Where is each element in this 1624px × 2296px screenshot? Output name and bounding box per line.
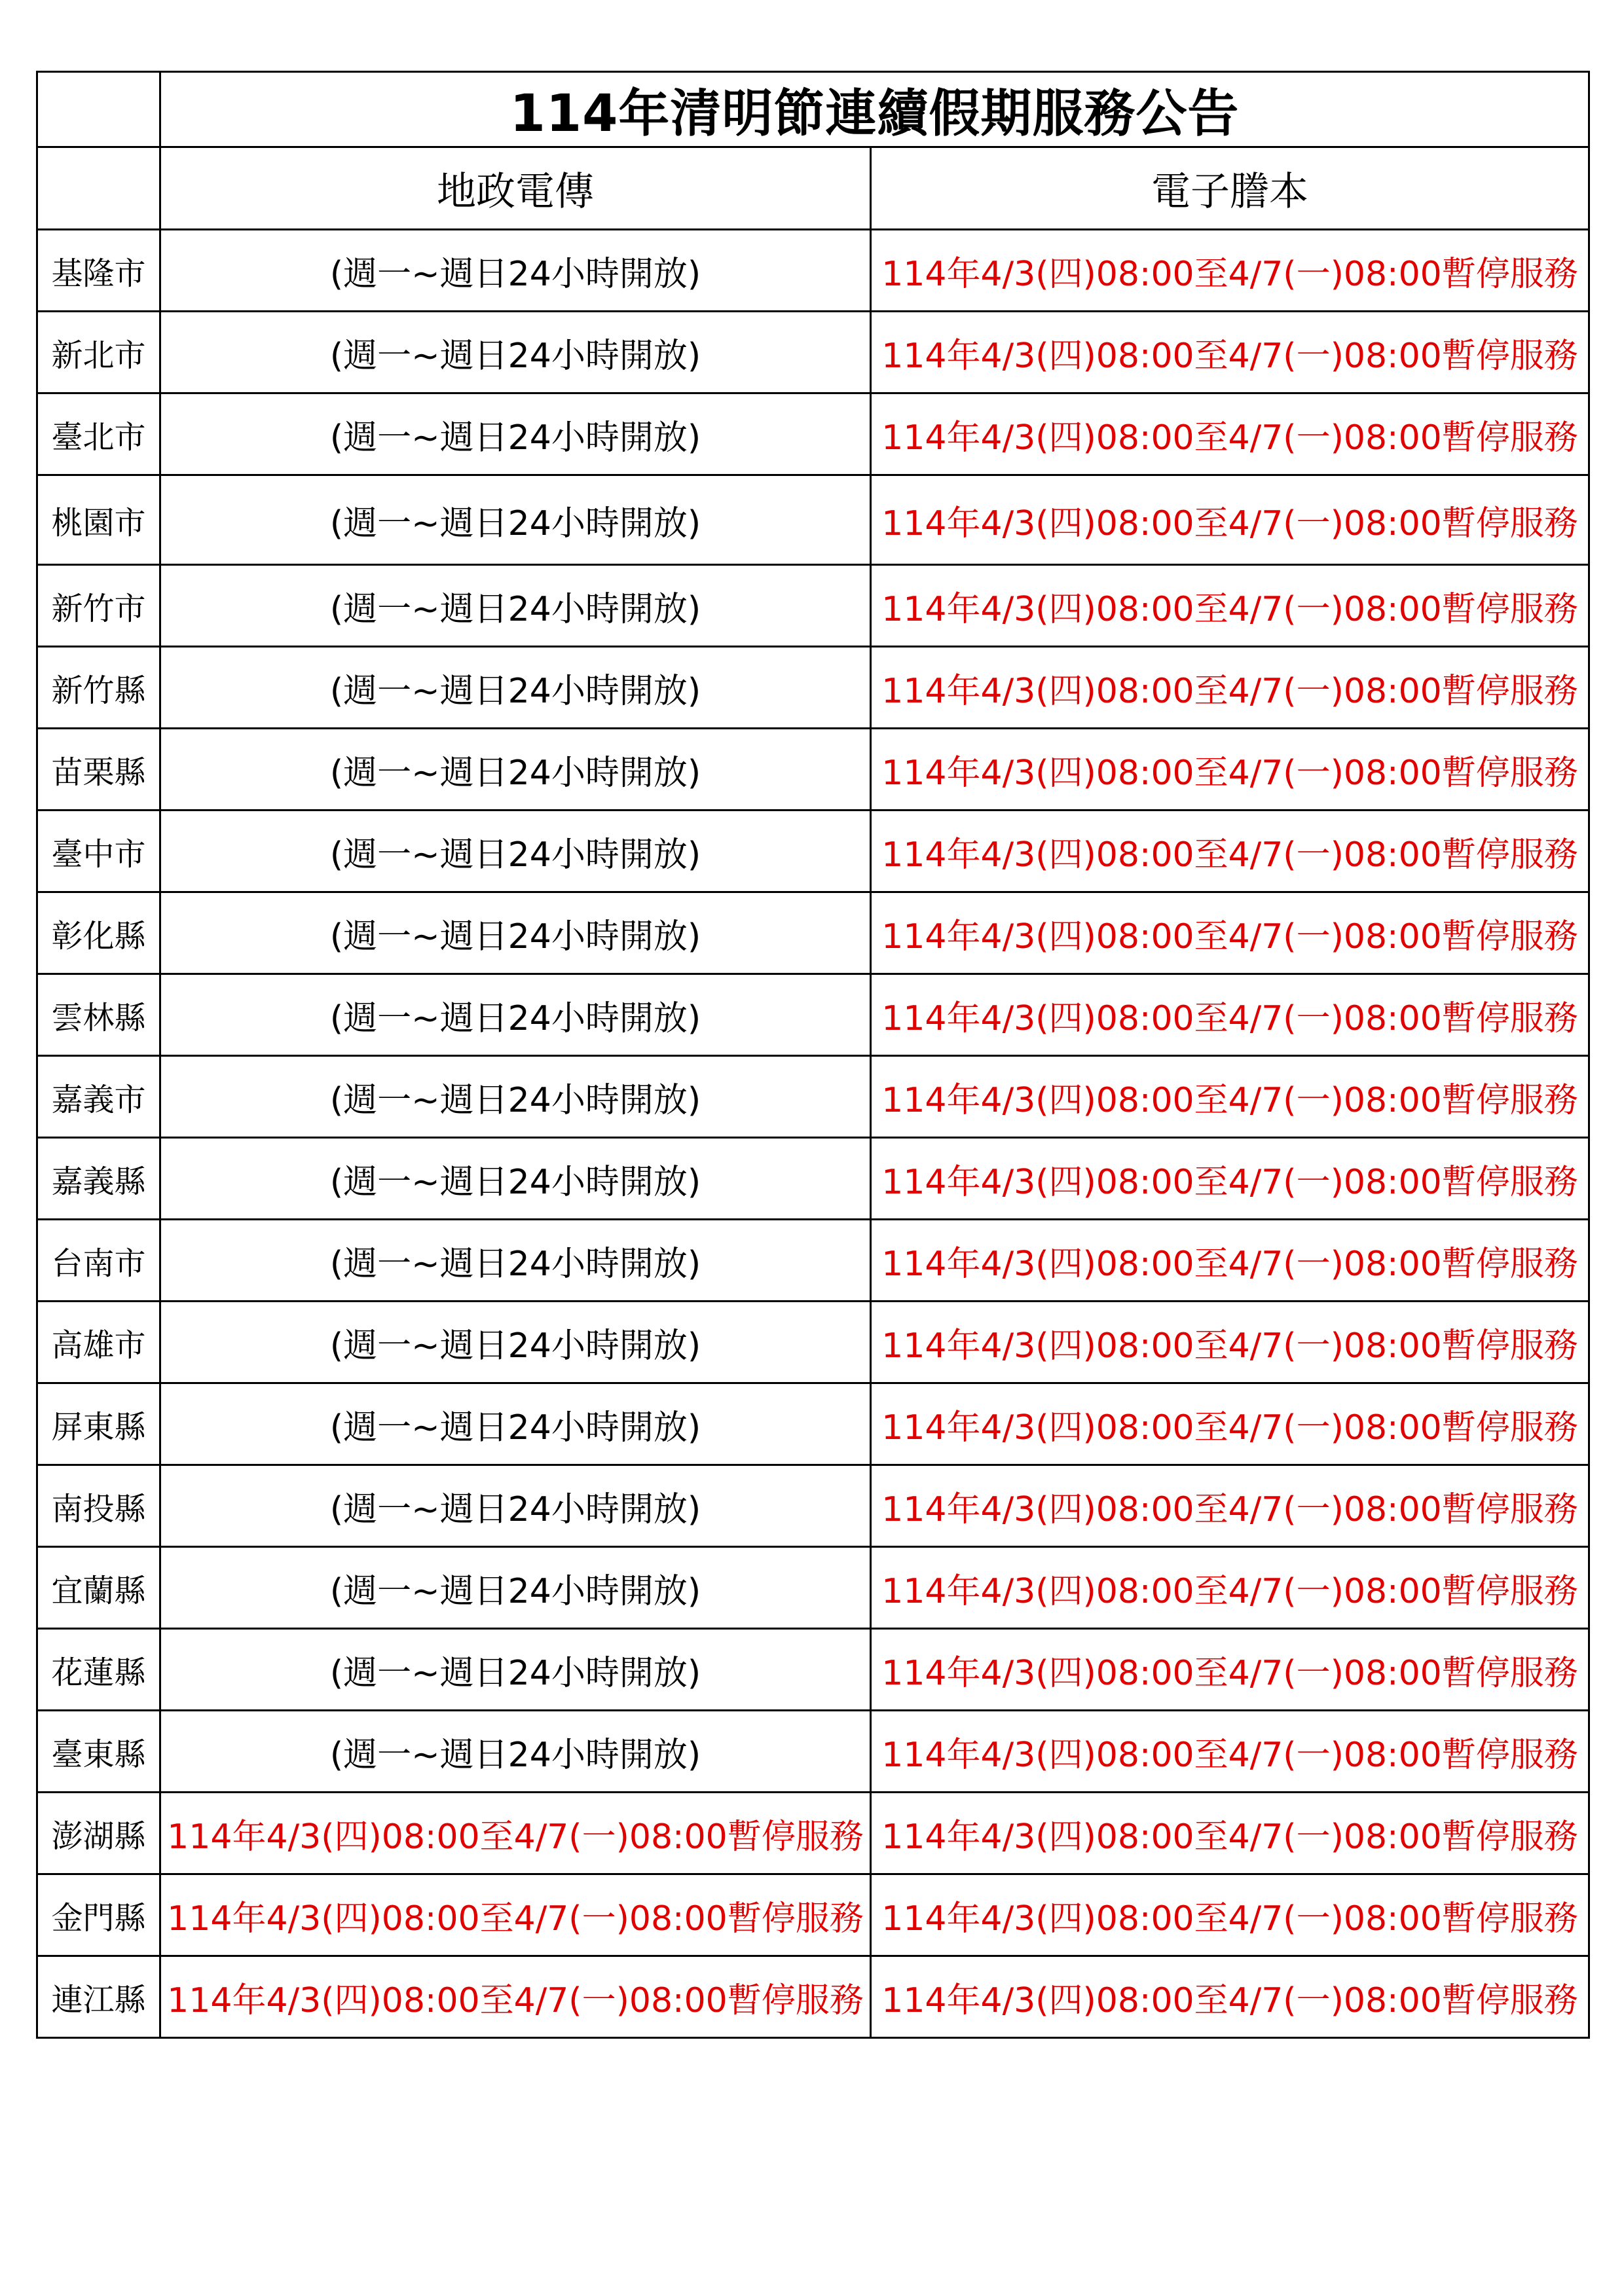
land-telecom-cell: 114年4/3(四)08:00至4/7(一)08:00暫停服務	[160, 1956, 871, 2038]
land-telecom-cell: (週一~週日24小時開放)	[160, 811, 871, 892]
land-telecom-cell: (週一~週日24小時開放)	[160, 1547, 871, 1629]
county-header	[37, 147, 160, 230]
table-row	[37, 230, 1589, 312]
land-telecom-cell: (週一~週日24小時開放)	[160, 475, 871, 565]
e-transcript-cell: 114年4/3(四)08:00至4/7(一)08:00暫停服務	[871, 729, 1589, 811]
land-telecom-cell: (週一~週日24小時開放)	[160, 729, 871, 811]
land-telecom-cell: (週一~週日24小時開放)	[160, 393, 871, 475]
county-cell: 宜蘭縣	[37, 1547, 160, 1629]
e-transcript-header: 電子謄本	[871, 147, 1589, 230]
table-row	[37, 974, 1589, 1056]
header-row	[37, 147, 1589, 230]
e-transcript-cell: 114年4/3(四)08:00至4/7(一)08:00暫停服務	[871, 1629, 1589, 1711]
e-transcript-cell: 114年4/3(四)08:00至4/7(一)08:00暫停服務	[871, 647, 1589, 729]
land-telecom-cell: (週一~週日24小時開放)	[160, 974, 871, 1056]
e-transcript-cell: 114年4/3(四)08:00至4/7(一)08:00暫停服務	[871, 1056, 1589, 1138]
e-transcript-cell: 114年4/3(四)08:00至4/7(一)08:00暫停服務	[871, 230, 1589, 312]
title-row	[37, 72, 1589, 147]
land-telecom-cell: (週一~週日24小時開放)	[160, 1138, 871, 1220]
county-cell: 嘉義縣	[37, 1138, 160, 1220]
table-row	[37, 1383, 1589, 1465]
table-row	[37, 811, 1589, 892]
land-telecom-cell: (週一~週日24小時開放)	[160, 312, 871, 393]
land-telecom-header: 地政電傳	[160, 147, 871, 230]
e-transcript-cell: 114年4/3(四)08:00至4/7(一)08:00暫停服務	[871, 1383, 1589, 1465]
county-cell: 澎湖縣	[37, 1793, 160, 1874]
land-telecom-cell: (週一~週日24小時開放)	[160, 892, 871, 974]
service-notice-table	[36, 71, 1590, 2039]
e-transcript-cell: 114年4/3(四)08:00至4/7(一)08:00暫停服務	[871, 1956, 1589, 2038]
corner-cell	[37, 72, 160, 147]
land-telecom-cell: (週一~週日24小時開放)	[160, 1302, 871, 1383]
county-cell: 桃園市	[37, 475, 160, 565]
county-cell: 金門縣	[37, 1874, 160, 1956]
county-cell: 臺北市	[37, 393, 160, 475]
county-cell: 臺中市	[37, 811, 160, 892]
table-row	[37, 892, 1589, 974]
e-transcript-cell: 114年4/3(四)08:00至4/7(一)08:00暫停服務	[871, 811, 1589, 892]
e-transcript-cell: 114年4/3(四)08:00至4/7(一)08:00暫停服務	[871, 1302, 1589, 1383]
e-transcript-cell: 114年4/3(四)08:00至4/7(一)08:00暫停服務	[871, 1547, 1589, 1629]
table-row	[37, 1302, 1589, 1383]
table-row	[37, 1629, 1589, 1711]
table-row	[37, 312, 1589, 393]
e-transcript-cell: 114年4/3(四)08:00至4/7(一)08:00暫停服務	[871, 312, 1589, 393]
table-row	[37, 1874, 1589, 1956]
county-cell: 雲林縣	[37, 974, 160, 1056]
e-transcript-cell: 114年4/3(四)08:00至4/7(一)08:00暫停服務	[871, 974, 1589, 1056]
land-telecom-cell: 114年4/3(四)08:00至4/7(一)08:00暫停服務	[160, 1793, 871, 1874]
land-telecom-cell: (週一~週日24小時開放)	[160, 1383, 871, 1465]
table-row	[37, 475, 1589, 565]
table-row	[37, 1220, 1589, 1302]
county-cell: 彰化縣	[37, 892, 160, 974]
e-transcript-cell: 114年4/3(四)08:00至4/7(一)08:00暫停服務	[871, 892, 1589, 974]
page-title: 114年清明節連續假期服務公告	[160, 72, 1589, 147]
e-transcript-cell: 114年4/3(四)08:00至4/7(一)08:00暫停服務	[871, 475, 1589, 565]
land-telecom-cell: (週一~週日24小時開放)	[160, 565, 871, 647]
table-row	[37, 393, 1589, 475]
table-row	[37, 647, 1589, 729]
table-row	[37, 1056, 1589, 1138]
e-transcript-cell: 114年4/3(四)08:00至4/7(一)08:00暫停服務	[871, 1874, 1589, 1956]
e-transcript-cell: 114年4/3(四)08:00至4/7(一)08:00暫停服務	[871, 1793, 1589, 1874]
land-telecom-cell: (週一~週日24小時開放)	[160, 230, 871, 312]
county-cell: 高雄市	[37, 1302, 160, 1383]
land-telecom-cell: (週一~週日24小時開放)	[160, 1465, 871, 1547]
table-row	[37, 1956, 1589, 2038]
county-cell: 臺東縣	[37, 1711, 160, 1793]
e-transcript-cell: 114年4/3(四)08:00至4/7(一)08:00暫停服務	[871, 393, 1589, 475]
table-row	[37, 1465, 1589, 1547]
county-cell: 連江縣	[37, 1956, 160, 2038]
table-row	[37, 1793, 1589, 1874]
county-cell: 台南市	[37, 1220, 160, 1302]
land-telecom-cell: (週一~週日24小時開放)	[160, 647, 871, 729]
county-cell: 新竹縣	[37, 647, 160, 729]
e-transcript-cell: 114年4/3(四)08:00至4/7(一)08:00暫停服務	[871, 565, 1589, 647]
county-cell: 基隆市	[37, 230, 160, 312]
county-cell: 嘉義市	[37, 1056, 160, 1138]
county-cell: 南投縣	[37, 1465, 160, 1547]
e-transcript-cell: 114年4/3(四)08:00至4/7(一)08:00暫停服務	[871, 1220, 1589, 1302]
land-telecom-cell: 114年4/3(四)08:00至4/7(一)08:00暫停服務	[160, 1874, 871, 1956]
e-transcript-cell: 114年4/3(四)08:00至4/7(一)08:00暫停服務	[871, 1465, 1589, 1547]
table-row	[37, 565, 1589, 647]
table-row	[37, 729, 1589, 811]
county-cell: 花蓮縣	[37, 1629, 160, 1711]
county-cell: 新竹市	[37, 565, 160, 647]
land-telecom-cell: (週一~週日24小時開放)	[160, 1220, 871, 1302]
e-transcript-cell: 114年4/3(四)08:00至4/7(一)08:00暫停服務	[871, 1711, 1589, 1793]
county-cell: 苗栗縣	[37, 729, 160, 811]
land-telecom-cell: (週一~週日24小時開放)	[160, 1629, 871, 1711]
land-telecom-cell: (週一~週日24小時開放)	[160, 1711, 871, 1793]
county-cell: 屏東縣	[37, 1383, 160, 1465]
table-row	[37, 1711, 1589, 1793]
table-row	[37, 1547, 1589, 1629]
land-telecom-cell: (週一~週日24小時開放)	[160, 1056, 871, 1138]
county-cell: 新北市	[37, 312, 160, 393]
table-row	[37, 1138, 1589, 1220]
e-transcript-cell: 114年4/3(四)08:00至4/7(一)08:00暫停服務	[871, 1138, 1589, 1220]
